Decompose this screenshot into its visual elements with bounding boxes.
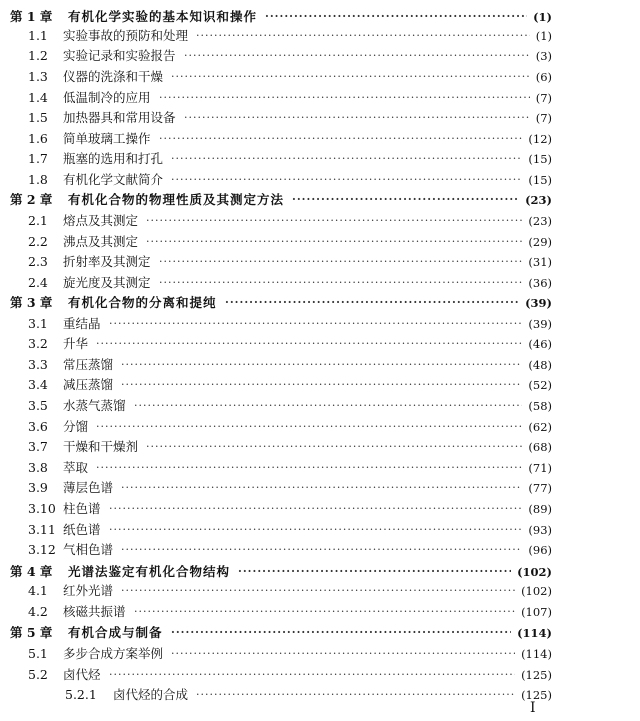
toc-section-row	[0, 479, 640, 497]
toc-number: 2.3	[28, 254, 48, 269]
toc-title: 升华	[63, 336, 89, 351]
toc-title: 折射率及其测定	[63, 254, 151, 269]
toc-dot-leader	[159, 274, 522, 292]
toc-section-row	[0, 376, 640, 394]
toc-title: 萃取	[63, 460, 89, 475]
toc-section-row	[0, 397, 640, 415]
toc-section-row	[0, 541, 640, 559]
toc-number: 4.1	[28, 583, 48, 598]
toc-page-number: (15)	[528, 173, 552, 187]
toc-title: 实验事故的预防和处理	[63, 28, 189, 43]
toc-number: 1.6	[28, 131, 48, 146]
toc-page-number: (114)	[521, 647, 552, 661]
toc-number: 3.3	[28, 357, 48, 372]
toc-chapter-row	[0, 191, 640, 209]
toc-number: 4.2	[28, 604, 48, 619]
toc-dot-leader	[292, 191, 519, 209]
toc-dot-leader	[171, 68, 530, 86]
toc-section-row	[0, 68, 640, 86]
toc-page-number: (23)	[525, 193, 552, 207]
toc-page-number: (1)	[533, 10, 552, 24]
toc-number: 3.2	[28, 336, 48, 351]
toc-title: 沸点及其测定	[63, 234, 139, 249]
toc-dot-leader	[109, 315, 522, 333]
toc-section-row	[0, 356, 640, 374]
toc-title: 分馏	[63, 419, 89, 434]
toc-page-number: (29)	[528, 235, 552, 249]
toc-dot-leader	[146, 233, 522, 251]
toc-title: 卤代烃的合成	[113, 687, 189, 702]
toc-title: 有机化学文献简介	[63, 172, 164, 187]
page-folio: I	[530, 700, 536, 716]
toc-title: 卤代烃	[63, 667, 101, 682]
toc-number: 第 3 章	[10, 295, 53, 310]
toc-page-number: (107)	[521, 605, 552, 619]
toc-dot-leader	[265, 8, 527, 26]
toc-page-number: (48)	[528, 358, 552, 372]
toc-dot-leader	[225, 294, 519, 312]
toc-dot-leader	[96, 335, 522, 353]
toc-dot-leader	[109, 521, 522, 539]
toc-section-row	[0, 130, 640, 148]
toc-number: 3.12	[28, 542, 56, 557]
toc-page-number: (15)	[528, 152, 552, 166]
toc-section-row	[0, 603, 640, 621]
toc-dot-leader	[171, 171, 522, 189]
toc-dot-leader	[238, 563, 511, 581]
toc-title: 加热器具和常用设备	[63, 110, 176, 125]
toc-dot-leader	[134, 603, 515, 621]
toc-title: 水蒸气蒸馏	[63, 398, 126, 413]
toc-chapter-row	[0, 563, 640, 581]
toc-title: 瓶塞的选用和打孔	[63, 151, 164, 166]
toc-section-row	[0, 253, 640, 271]
toc-dot-leader	[146, 438, 522, 456]
toc-title: 柱色谱	[63, 501, 101, 516]
toc-title: 低温制冷的应用	[63, 90, 151, 105]
toc-page-number: (89)	[528, 502, 552, 516]
toc-section-row	[0, 27, 640, 45]
toc-page-number: (114)	[517, 626, 552, 640]
toc-title: 有机化合物的物理性质及其测定方法	[68, 192, 285, 207]
toc-title: 干燥和干燥剂	[63, 439, 139, 454]
toc-section-row	[0, 233, 640, 251]
toc-page-number: (58)	[528, 399, 552, 413]
toc-page-number: (7)	[535, 111, 552, 125]
toc-title: 有机化合物的分离和提纯	[68, 295, 217, 310]
toc-title: 重结晶	[63, 316, 101, 331]
toc-page-number: (96)	[528, 543, 552, 557]
toc-number: 2.1	[28, 213, 48, 228]
toc-title: 气相色谱	[63, 542, 114, 557]
toc-page-number: (12)	[528, 132, 552, 146]
toc-section-row	[0, 109, 640, 127]
toc-page-number: (71)	[528, 461, 552, 475]
toc-page-number: (3)	[535, 49, 552, 63]
toc-section-row	[0, 150, 640, 168]
toc-page-number: (7)	[535, 91, 552, 105]
toc-page-number: (23)	[528, 214, 552, 228]
toc-number: 第 4 章	[10, 564, 53, 579]
toc-title: 有机合成与制备	[68, 625, 163, 640]
toc-number: 3.6	[28, 419, 48, 434]
toc-title: 简单玻璃工操作	[63, 131, 151, 146]
toc-number: 第 5 章	[10, 625, 53, 640]
toc-page-number: (62)	[528, 420, 552, 434]
toc-number: 1.1	[28, 28, 48, 43]
toc-title: 多步合成方案举例	[63, 646, 164, 661]
toc-number: 3.9	[28, 480, 48, 495]
toc-title: 常压蒸馏	[63, 357, 114, 372]
toc-dot-leader	[109, 500, 522, 518]
toc-number: 第 1 章	[10, 9, 53, 24]
toc-dot-leader	[109, 666, 515, 684]
toc-number: 5.1	[28, 646, 48, 661]
toc-section-row	[0, 459, 640, 477]
toc-page-number: (52)	[528, 378, 552, 392]
toc-dot-leader	[196, 27, 530, 45]
toc-page-number: (102)	[517, 565, 552, 579]
toc-number: 第 2 章	[10, 192, 53, 207]
toc-section-row	[0, 47, 640, 65]
toc-title: 熔点及其测定	[63, 213, 139, 228]
toc-number: 3.4	[28, 377, 48, 392]
toc-section-row	[0, 418, 640, 436]
toc-number: 1.7	[28, 151, 48, 166]
toc-chapter-row	[0, 8, 640, 26]
toc-title: 实验记录和实验报告	[63, 48, 176, 63]
toc-section-row	[0, 438, 640, 456]
toc-number: 3.5	[28, 398, 48, 413]
toc-section-row	[0, 212, 640, 230]
toc-section-row	[0, 500, 640, 518]
toc-number: 3.10	[28, 501, 56, 516]
toc-page-number: (125)	[521, 688, 552, 702]
toc-page-number: (36)	[528, 276, 552, 290]
toc-section-row	[0, 171, 640, 189]
toc-number: 3.8	[28, 460, 48, 475]
toc-dot-leader	[171, 150, 522, 168]
toc-page-number: (46)	[528, 337, 552, 351]
toc-number: 3.1	[28, 316, 48, 331]
toc-number: 5.2.1	[65, 687, 97, 702]
toc-number: 1.3	[28, 69, 48, 84]
toc-page-number: (125)	[521, 668, 552, 682]
toc-section-row	[0, 315, 640, 333]
toc-dot-leader	[134, 397, 522, 415]
toc-number: 3.7	[28, 439, 48, 454]
toc-dot-leader	[159, 89, 530, 107]
toc-number: 2.4	[28, 275, 48, 290]
toc-dot-leader	[171, 645, 515, 663]
toc-dot-leader	[184, 109, 530, 127]
toc-title: 纸色谱	[63, 522, 101, 537]
toc-dot-leader	[146, 212, 522, 230]
toc-title: 核磁共振谱	[63, 604, 126, 619]
toc-title: 旋光度及其测定	[63, 275, 151, 290]
toc-dot-leader	[159, 253, 522, 271]
toc-number: 1.2	[28, 48, 48, 63]
toc-page-number: (77)	[528, 481, 552, 495]
toc-page-number: (39)	[525, 296, 552, 310]
toc-dot-leader	[96, 418, 522, 436]
toc-number: 2.2	[28, 234, 48, 249]
toc-dot-leader	[96, 459, 522, 477]
toc-page-number: (39)	[528, 317, 552, 331]
toc-chapter-row	[0, 294, 640, 312]
toc-section-row	[0, 274, 640, 292]
toc-dot-leader	[196, 686, 515, 704]
toc-title: 仪器的洗涤和干燥	[63, 69, 164, 84]
toc-section-row	[0, 645, 640, 663]
toc-dot-leader	[121, 582, 515, 600]
toc-title: 红外光谱	[63, 583, 114, 598]
toc-number: 3.11	[28, 522, 56, 537]
toc-page-number: (102)	[521, 584, 552, 598]
toc-dot-leader	[159, 130, 522, 148]
toc-number: 1.5	[28, 110, 48, 125]
toc-page-number: (6)	[535, 70, 552, 84]
toc-section-row	[0, 666, 640, 684]
toc-dot-leader	[121, 541, 522, 559]
toc-dot-leader	[184, 47, 530, 65]
toc-title: 有机化学实验的基本知识和操作	[68, 9, 258, 24]
toc-section-row	[0, 335, 640, 353]
toc-number: 5.2	[28, 667, 48, 682]
toc-page-number: (1)	[535, 29, 552, 43]
toc-section-row	[0, 89, 640, 107]
toc-number: 1.4	[28, 90, 48, 105]
toc-title: 光谱法鉴定有机化合物结构	[68, 564, 231, 579]
toc-page-number: (68)	[528, 440, 552, 454]
toc-number: 1.8	[28, 172, 48, 187]
toc-section-row	[0, 521, 640, 539]
toc-dot-leader	[121, 376, 522, 394]
toc-chapter-row	[0, 624, 640, 642]
toc-section-row	[0, 686, 640, 704]
toc-page-number: (93)	[528, 523, 552, 537]
toc-title: 薄层色谱	[63, 480, 114, 495]
toc-title: 减压蒸馏	[63, 377, 114, 392]
toc-dot-leader	[121, 479, 522, 497]
toc-section-row	[0, 582, 640, 600]
toc-page-number: (31)	[528, 255, 552, 269]
toc-dot-leader	[171, 624, 511, 642]
toc-dot-leader	[121, 356, 522, 374]
